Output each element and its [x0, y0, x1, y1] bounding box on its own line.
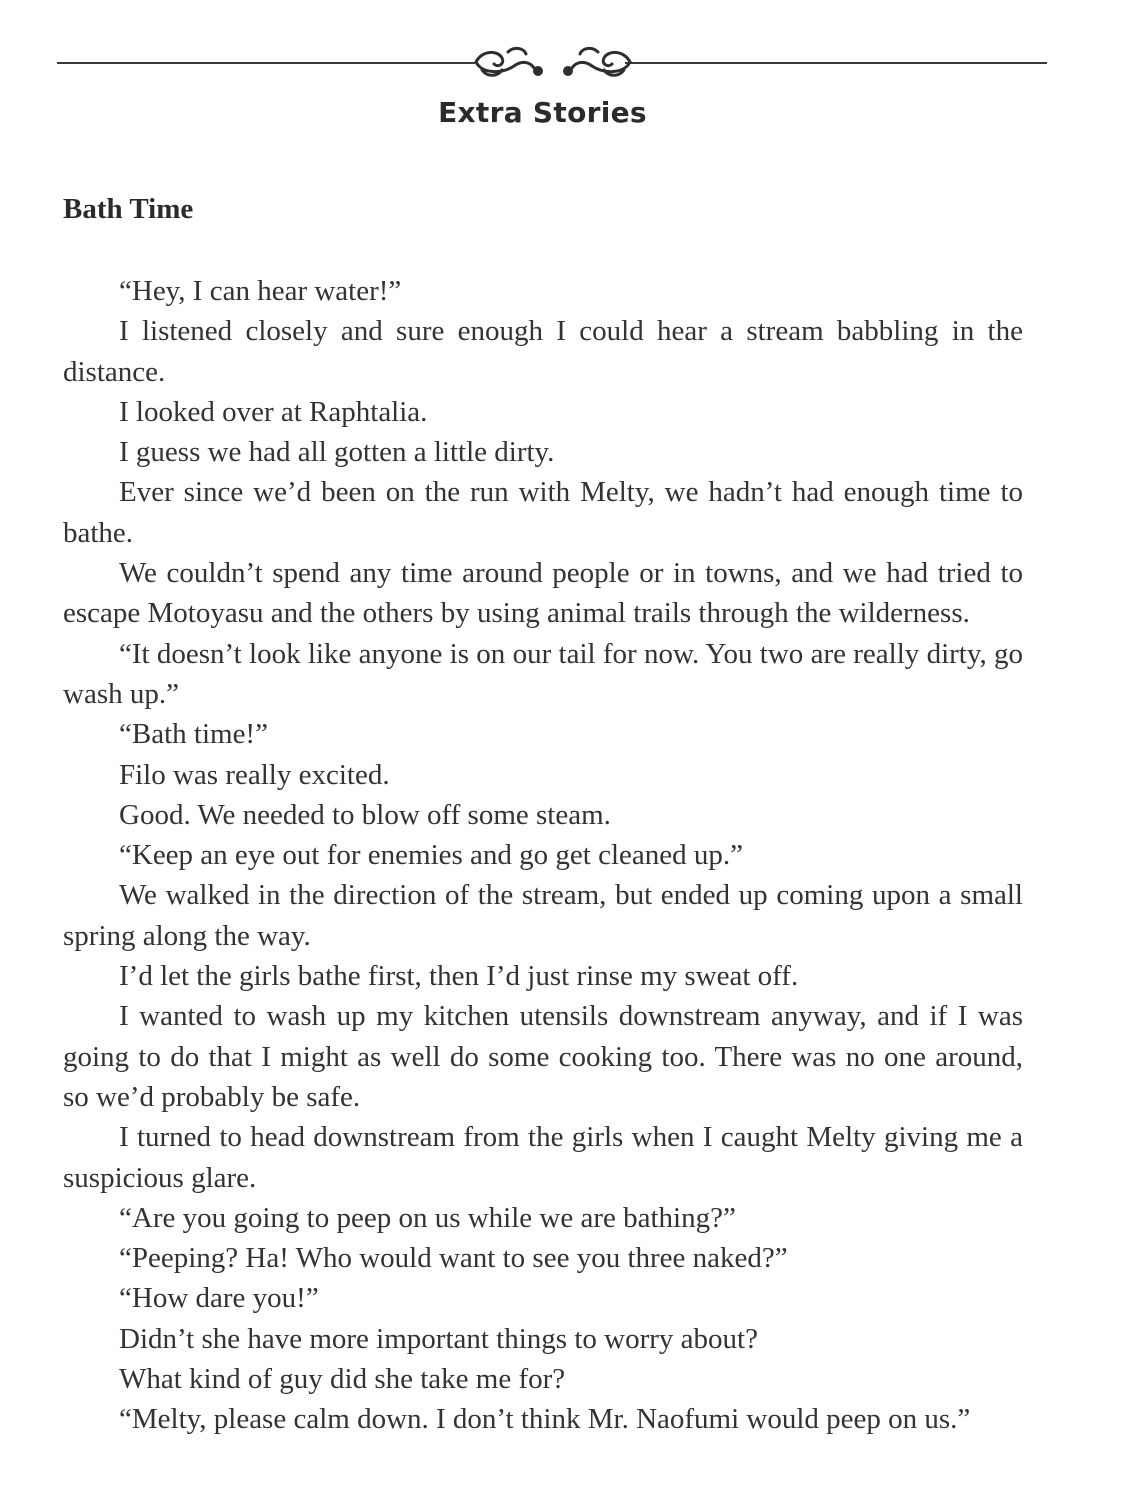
story-body: [63, 271, 1023, 1440]
paragraph: I looked over at Raphtalia.: [119, 395, 428, 428]
paragraph: What kind of guy did she take me for?: [119, 1363, 566, 1396]
header-rule-left: [57, 62, 475, 64]
paragraph: I turned to head downstream from the girls when I caught Melty giving me a suspicious glare.: [63, 1121, 1023, 1194]
paragraph: We walked in the direction of the stream, but ended up coming upon a small spring along the way.: [63, 879, 1023, 952]
flourish-ornament-icon: [468, 40, 638, 84]
paragraph: Ever since we’d been on the run with Melty, we hadn’t had enough time to bathe.: [63, 476, 1023, 549]
paragraph: “Hey, I can hear water!”: [119, 275, 402, 307]
paragraph: “Keep an eye out for enemies and go get cleaned up.”: [119, 839, 744, 872]
header-rule-right: [625, 62, 1047, 64]
paragraph: “Are you going to peep on us while we are bathing?”: [119, 1201, 736, 1234]
paragraph: “How dare you!”: [119, 1282, 319, 1315]
paragraph: I guess we had all gotten a little dirty.: [119, 436, 555, 469]
paragraph: I wanted to wash up my kitchen utensils downstream anyway, and if I was going to do that I might as well do some cooking too. There was no one around, so we’d probably be safe.: [63, 1000, 1023, 1113]
page-header: [0, 0, 1127, 150]
section-title: Extra Stories: [438, 96, 647, 129]
paragraph: I’d let the girls bathe first, then I’d just rinse my sweat off.: [119, 960, 799, 993]
paragraph: Good. We needed to blow off some steam.: [119, 798, 611, 831]
paragraph: “Peeping? Ha! Who would want to see you three naked?”: [119, 1242, 788, 1275]
paragraph: “It doesn’t look like anyone is on our tail for now. You two are really dirty, go wash up.”: [63, 637, 1023, 710]
paragraph: Filo was really excited.: [119, 758, 390, 791]
paragraph: I listened closely and sure enough I could hear a stream babbling in the distance.: [63, 315, 1023, 388]
paragraph: “Bath time!”: [119, 718, 268, 751]
paragraph: “Melty, please calm down. I don’t think Mr. Naofumi would peep on us.”: [119, 1403, 971, 1436]
paragraph: Didn’t she have more important things to worry about?: [119, 1322, 758, 1355]
chapter-title: Bath Time: [63, 193, 194, 225]
paragraph: We couldn’t spend any time around people or in towns, and we had tried to escape Motoyasu and the others by using animal trails through the wilderness.: [63, 557, 1023, 630]
